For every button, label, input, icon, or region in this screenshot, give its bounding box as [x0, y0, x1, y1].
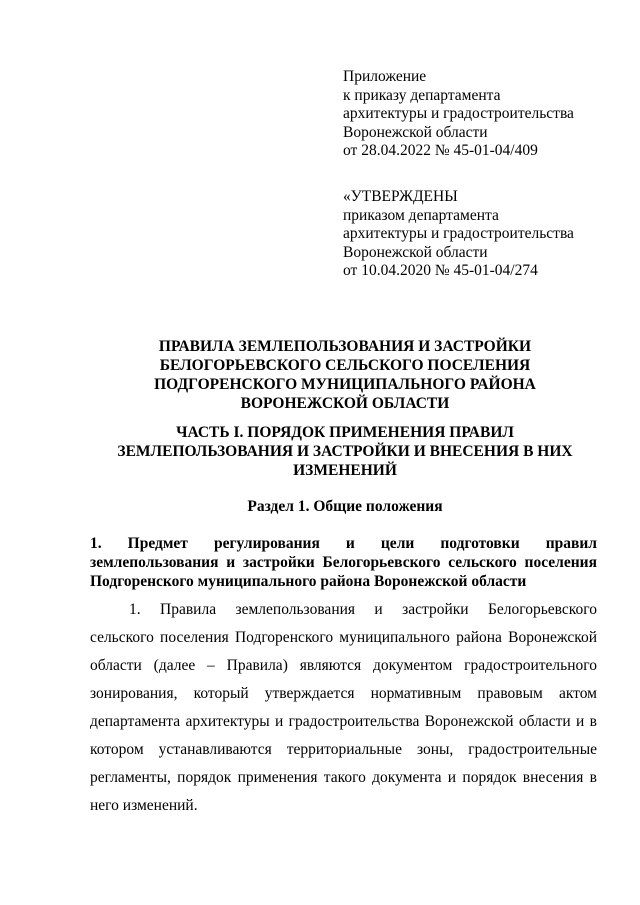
article-heading-line: 1. Предмет регулирования и цели подготовки правил	[90, 535, 597, 552]
part-heading	[100, 423, 590, 480]
part-line: ИЗМЕНЕНИЙ	[293, 462, 397, 479]
article-heading-line: Подгоренского муниципального района Воронежской области	[90, 573, 527, 590]
document-title	[105, 337, 585, 413]
paragraph-line: сельского поселения Подгоренского муниципального района Воронежской	[90, 629, 597, 646]
paragraph-line: области (далее – Правила) являются документом градостроительного	[90, 657, 597, 674]
approved-line: приказом департамента	[343, 206, 499, 224]
part-line: ЗЕМЛЕПОЛЬЗОВАНИЯ И ЗАСТРОЙКИ И ВНЕСЕНИЯ В НИХ	[117, 443, 573, 460]
approved-line: архитектуры и градостроительства	[343, 225, 574, 242]
appendix-line: архитектуры и градостроительства	[343, 105, 574, 122]
part-line: ЧАСТЬ I. ПОРЯДОК ПРИМЕНЕНИЯ ПРАВИЛ	[176, 424, 514, 441]
approved-line: Воронежской области	[343, 243, 488, 261]
section-title: Раздел 1. Общие положения	[247, 498, 443, 515]
article-heading-line: землепользования и застройки Белогорьевского сельского поселения	[90, 554, 597, 571]
appendix-line: Приложение	[343, 68, 427, 85]
title-line: БЕЛОГОРЬЕВСКОГО СЕЛЬСКОГО ПОСЕЛЕНИЯ	[159, 357, 531, 374]
title-line: ПОДГОРЕНСКОГО МУНИЦИПАЛЬНОГО РАЙОНА	[154, 376, 536, 393]
title-line: ВОРОНЕЖСКОЙ ОБЛАСТИ	[240, 395, 450, 412]
appendix-line: Воронежской области	[343, 123, 488, 141]
paragraph-line: департамента архитектуры и градостроительства Воронежской области и в	[90, 713, 597, 730]
paragraph-line: котором устанавливаются территориальные зоны, градостроительные	[90, 741, 597, 758]
title-line: ПРАВИЛА ЗЕМЛЕПОЛЬЗОВАНИЯ И ЗАСТРОЙКИ	[158, 338, 532, 355]
paragraph-line: регламенты, порядок применения такого документа и порядок внесения в	[90, 769, 597, 786]
appendix-line: к приказу департамента	[343, 86, 501, 104]
appendix-stamp	[343, 68, 613, 161]
approved-line: «УТВЕРЖДЕНЫ	[343, 188, 458, 205]
paragraph-line: 1. Правила землепользования и застройки Белогорьевского	[129, 601, 597, 618]
paragraph-line: зонирования, который утверждается нормативным правовым актом	[90, 685, 597, 702]
paragraph-line: него изменений.	[90, 797, 198, 814]
approved-line: от 10.04.2020 № 45-01-04/274	[343, 262, 538, 279]
section-heading	[100, 497, 590, 516]
appendix-line: от 28.04.2022 № 45-01-04/409	[343, 142, 538, 159]
approved-stamp	[343, 188, 613, 281]
